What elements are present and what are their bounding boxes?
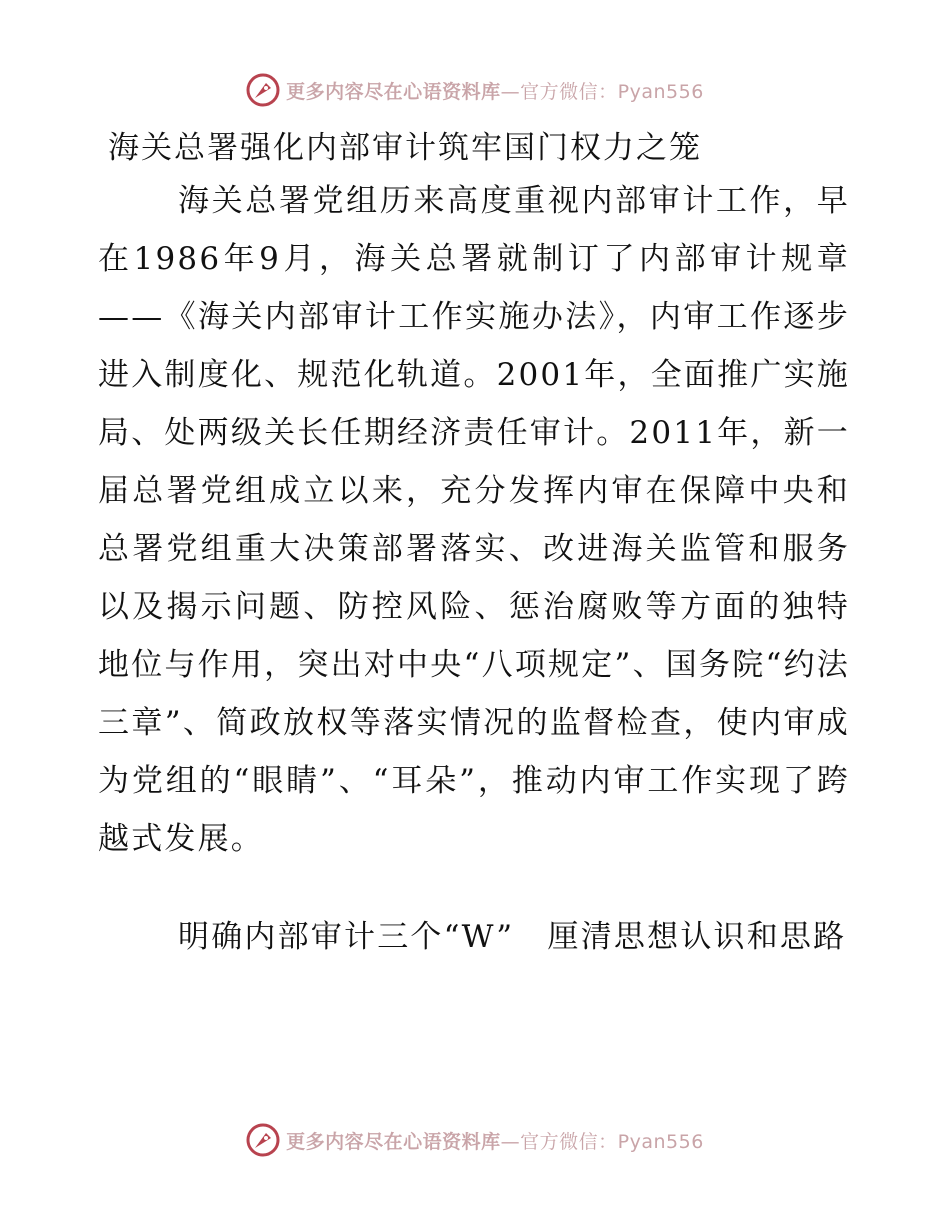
pen-nib-logo-icon (246, 1123, 280, 1157)
header-watermark (0, 70, 950, 110)
body-paragraph-1: 海关总署党组历来高度重视内部审计工作，早在1986年9月，海关总署就制订了内部审计规章——《海关内部审计工作实施办法》，内审工作逐步进入制度化、规范化轨道。2001年，全面推广实施局、处两级关长任期经济责任审计。2011年，新一届总署党组成立以来，充分发挥内审在保障中央和总署党组重大决策部署落实、改进海关监管和服务以及揭示问题、防控风险、惩治腐败等方面的独特地位与作用，突出对中央“八项规定”、国务院“约法三章”、简政放权等落实情况的监督检查，使内审成为党组的“眼睛”、“耳朵”，推动内审工作实现了跨越式发展。 (98, 183, 850, 857)
header-watermark-text (286, 77, 704, 104)
header-watermark-tail: —官方微信：Pyan556 (500, 80, 704, 103)
header-watermark-main: 更多内容尽在心语资料库 (286, 80, 501, 103)
pen-nib-logo-icon (246, 73, 280, 107)
footer-watermark (0, 1120, 950, 1160)
footer-watermark-main: 更多内容尽在心语资料库 (286, 1130, 501, 1153)
footer-watermark-text (286, 1127, 704, 1154)
footer-watermark-tail: —官方微信：Pyan556 (500, 1130, 704, 1153)
document-title: 海关总署强化内部审计筑牢国门权力之笼 (108, 130, 702, 166)
section-heading-paragraph: 明确内部审计三个“W” 厘清思想认识和思路 (178, 919, 847, 955)
